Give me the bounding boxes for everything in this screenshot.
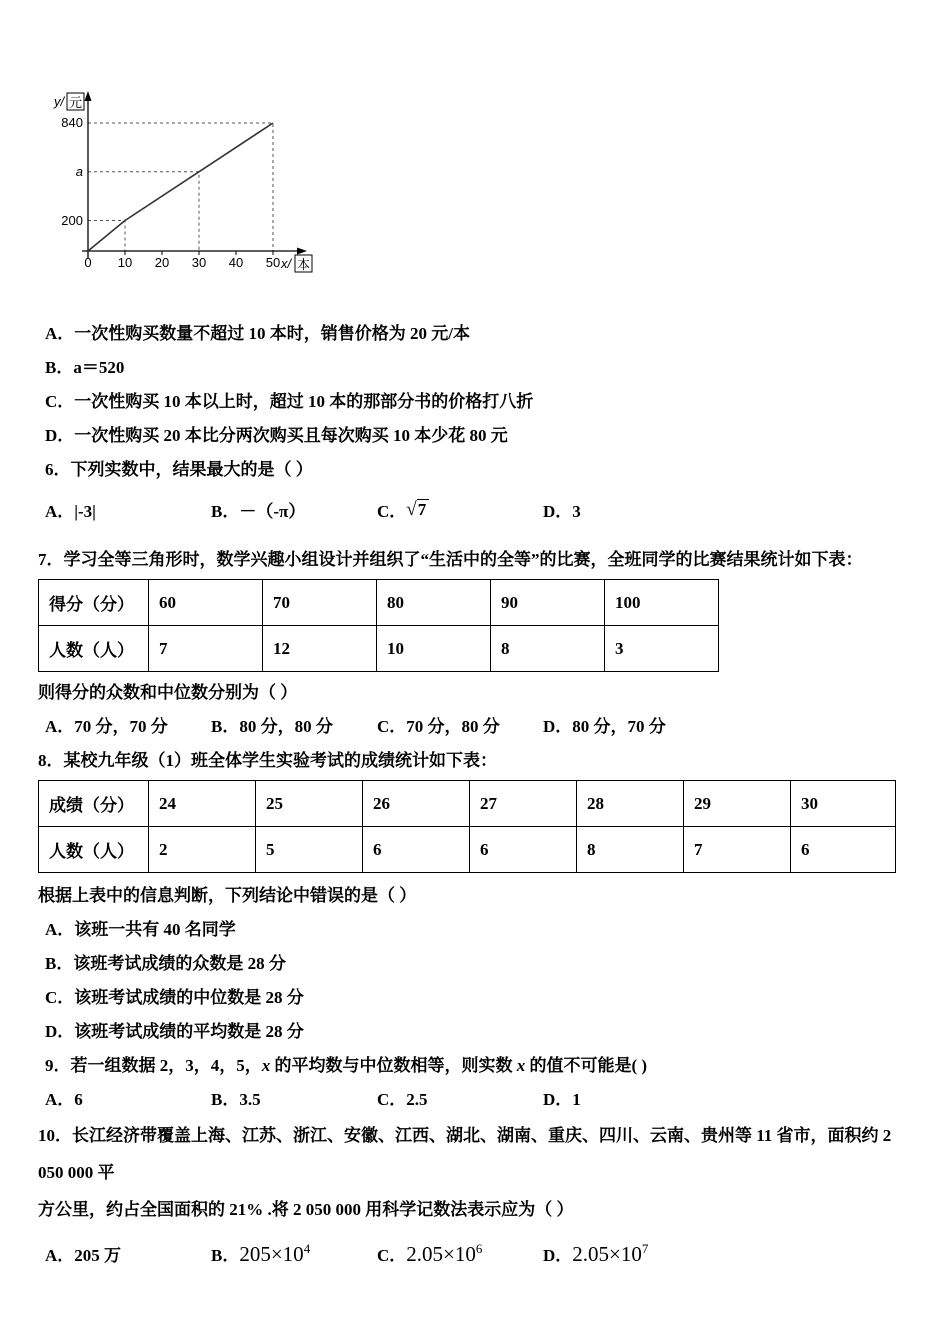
table-cell: 2: [149, 827, 256, 873]
q10-option-b-formula: [239, 1242, 310, 1266]
table-cell: 80: [377, 580, 491, 626]
q8-table: [38, 780, 896, 873]
axes: [82, 98, 300, 258]
table-cell: 10: [377, 626, 491, 672]
chart-svg: [38, 86, 328, 286]
price-quantity-chart: [38, 86, 902, 291]
radical-sign: √: [406, 499, 417, 520]
q9-stem-part: 9．若一组数据 2，3，4，5，: [45, 1056, 262, 1075]
q10-option-d-formula: [572, 1242, 648, 1266]
q9-option-b: B．3.5: [211, 1090, 261, 1109]
table-cell: 得分（分）: [39, 580, 149, 626]
table-cell: 5: [256, 827, 363, 873]
q8-table-data-row: [39, 827, 896, 873]
q6-option-d: D．3: [543, 502, 581, 521]
q5-option-a: A．一次性购买数量不超过 10 本时，销售价格为 20 元/本: [45, 324, 470, 343]
table-cell: 100: [605, 580, 719, 626]
q8-table-header-row: [39, 781, 896, 827]
q7-after-table: 则得分的众数和中位数分别为（ ）: [38, 683, 298, 702]
y-axis-arrow-icon: [85, 91, 92, 101]
q9-stem-part: 的值不可能是( ): [525, 1056, 648, 1075]
q7-table-data-row: [39, 626, 719, 672]
q6-option-b: B．－（-π）: [211, 502, 306, 521]
question-8-options: [38, 913, 902, 1049]
q9-stem-part: 的平均数与中位数相等，则实数: [270, 1056, 517, 1075]
q8-option-a: A．该班一共有 40 名同学: [45, 920, 236, 939]
q10-option-d: [543, 1232, 648, 1273]
price-line: [88, 123, 273, 251]
q8-after-table: 根据上表中的信息判断，下列结论中错误的是（ ）: [38, 886, 417, 905]
q10-option-c: [377, 1232, 543, 1273]
q10-option-b-label: B．: [211, 1246, 240, 1265]
x-axis-label-prefix: x/: [281, 256, 292, 271]
q5-option-d: D．一次性购买 20 本比分两次购买且每次购买 10 本少花 80 元: [45, 426, 508, 445]
q7-table: [38, 579, 719, 672]
table-cell: 6: [363, 827, 470, 873]
q6-option-c-label: C．: [377, 502, 407, 521]
table-cell: 6: [791, 827, 896, 873]
question-6-options: [45, 495, 902, 529]
question-9-options: [45, 1083, 902, 1117]
question-5-options: [38, 317, 902, 453]
table-cell: 人数（人）: [39, 827, 149, 873]
q10-stem-line-2: 方公里，约占全国面积的 21% .将 2 050 000 用科学记数法表示应为（ ）: [38, 1200, 574, 1219]
q10-stem-line-1: 10．长江经济带覆盖上海、江苏、浙江、安徽、江西、湖北、湖南、重庆、四川、云南、贵州等 11 省市，面积约 2 050 000 平: [38, 1126, 892, 1182]
question-7-options: [45, 710, 902, 744]
table-cell: 12: [263, 626, 377, 672]
q8-stem: 8．某校九年级（1）班全体学生实验考试的成绩统计如下表：: [38, 751, 497, 770]
y-tick-200: 200: [61, 213, 83, 228]
q8-option-c: C．该班考试成绩的中位数是 28 分: [45, 988, 304, 1007]
x-tick-20: 20: [154, 255, 170, 270]
formula-base: 205×10: [239, 1242, 304, 1266]
table-cell: 25: [256, 781, 363, 827]
q10-stem: [38, 1117, 902, 1228]
radicand: 7: [417, 499, 430, 519]
table-cell: 90: [491, 580, 605, 626]
table-cell: 29: [684, 781, 791, 827]
table-cell: 成绩（分）: [39, 781, 149, 827]
question-10-options: [45, 1232, 902, 1273]
q9-option-c: C．2.5: [377, 1090, 428, 1109]
table-cell: 30: [791, 781, 896, 827]
q9-variable-x: x: [261, 1056, 271, 1075]
table-cell: 8: [491, 626, 605, 672]
x-axis-arrow-icon: [297, 248, 307, 255]
formula-base: 2.05×10: [406, 1242, 476, 1266]
formula-exponent: 4: [303, 1241, 311, 1256]
table-cell: 26: [363, 781, 470, 827]
table-cell: 人数（人）: [39, 626, 149, 672]
q9-option-a: A．6: [45, 1090, 83, 1109]
table-cell: 7: [149, 626, 263, 672]
table-cell: 60: [149, 580, 263, 626]
q7-option-a: A．70 分，70 分: [45, 717, 168, 736]
x-tick-10: 10: [117, 255, 133, 270]
formula-exponent: 7: [641, 1241, 649, 1256]
q10-option-c-label: C．: [377, 1246, 407, 1265]
table-cell: 8: [577, 827, 684, 873]
q6-option-a: A．|-3|: [45, 502, 96, 521]
y-axis-unit: 元: [69, 95, 83, 110]
guide-a: [88, 172, 199, 251]
table-cell: 6: [470, 827, 577, 873]
q6-stem: 6．下列实数中，结果最大的是（ ）: [45, 460, 313, 479]
sqrt-expression: [406, 493, 429, 527]
x-axis-unit: 本: [297, 257, 311, 272]
table-cell: 70: [263, 580, 377, 626]
table-cell: 28: [577, 781, 684, 827]
y-axis-label-prefix: y/: [54, 94, 65, 109]
q10-option-c-formula: [406, 1242, 482, 1266]
q7-stem: 7．学习全等三角形时，数学兴趣小组设计并组织了“生活中的全等”的比赛，全班同学的比赛结果统计如下表：: [38, 550, 863, 569]
table-cell: 27: [470, 781, 577, 827]
q8-option-d: D．该班考试成绩的平均数是 28 分: [45, 1022, 304, 1041]
formula-base: 2.05×10: [572, 1242, 642, 1266]
q7-option-c: C．70 分，80 分: [377, 717, 500, 736]
q7-table-header-row: [39, 580, 719, 626]
formula-exponent: 6: [475, 1241, 483, 1256]
q8-option-b: B．该班考试成绩的众数是 28 分: [45, 954, 286, 973]
q9-variable-x: x: [516, 1056, 526, 1075]
q9-option-d: D．1: [543, 1090, 581, 1109]
x-tick-40: 40: [228, 255, 244, 270]
q10-option-d-label: D．: [543, 1246, 573, 1265]
q5-option-c: C．一次性购买 10 本以上时，超过 10 本的那部分书的价格打八折: [45, 392, 534, 411]
y-tick-840: 840: [61, 115, 83, 130]
q7-option-d: D．80 分，70 分: [543, 717, 666, 736]
table-cell: 24: [149, 781, 256, 827]
x-tick-0: 0: [84, 255, 92, 270]
q10-option-a: A．205 万: [45, 1246, 122, 1265]
q9-stem: [45, 1049, 902, 1083]
q6-option-c: [377, 495, 543, 529]
q7-option-b: B．80 分，80 分: [211, 717, 333, 736]
x-tick-30: 30: [191, 255, 207, 270]
table-cell: 3: [605, 626, 719, 672]
q5-option-b: B．a＝520: [45, 358, 125, 377]
x-tick-50: 50: [265, 255, 281, 270]
y-tick-a: a: [75, 164, 83, 179]
q10-option-b: [211, 1232, 377, 1273]
table-cell: 7: [684, 827, 791, 873]
